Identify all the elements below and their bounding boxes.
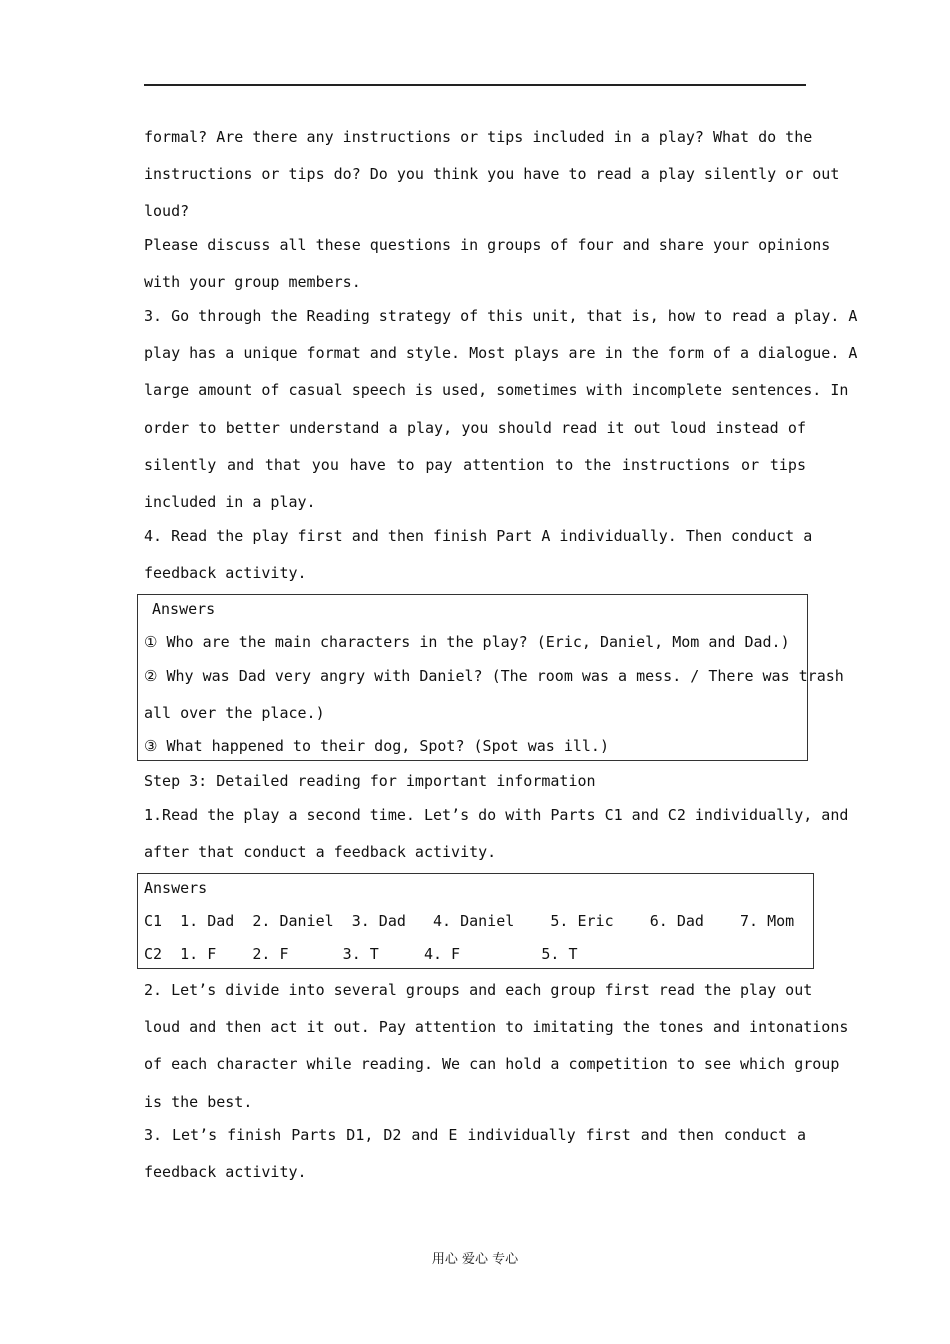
text-line: large amount of casual speech is used, sometimes with incomplete sentences. In — [144, 381, 849, 399]
header-rule — [144, 84, 806, 86]
text-line: included in a play. — [144, 493, 316, 511]
text-line: of each character while reading. We can hold a competition to see which group — [144, 1055, 840, 1073]
answers-title: Answers — [144, 879, 208, 897]
answer-line: all over the place.) — [144, 704, 325, 722]
text-line: after that conduct a feedback activity. — [144, 843, 497, 861]
text-line: instructions or tips do? Do you think you have to read a play silently or out — [144, 165, 840, 183]
text-line: play has a unique format and style. Most plays are in the form of a dialogue. A — [144, 344, 858, 362]
section-heading: Step 3: Detailed reading for important information — [144, 772, 596, 790]
answers-title: Answers — [152, 600, 216, 618]
page-footer: 用心 爱心 专心 — [431, 1252, 519, 1267]
text-line: with your group members. — [144, 273, 361, 291]
text-line: is the best. — [144, 1093, 253, 1111]
text-line: loud and then act it out. Pay attention to imitating the tones and intonations — [144, 1018, 849, 1036]
text-line: 3. Go through the Reading strategy of this unit, that is, how to read a play. A — [144, 307, 858, 325]
text-line: 2. Let’s divide into several groups and each group first read the play out — [144, 981, 813, 999]
text-line: loud? — [144, 202, 190, 220]
text-line: Please discuss all these questions in groups of four and share your opinions — [144, 236, 831, 254]
text-line: formal? Are there any instructions or tips included in a play? What do the — [144, 128, 813, 146]
answer-line: C1 1. Dad 2. Daniel 3. Dad 4. Daniel 5. Eric 6. Dad 7. Mom — [144, 912, 795, 930]
text-line: 1.Read the play a second time. Let’s do with Parts C1 and C2 individually, and — [144, 806, 849, 824]
text-line: order to better understand a play, you should read it out loud instead of — [144, 419, 806, 437]
text-line: 4. Read the play first and then finish Part A individually. Then conduct a — [144, 527, 813, 545]
answer-line: C2 1. F 2. F 3. T 4. F 5. T — [144, 945, 578, 963]
text-line: silently and that you have to pay attention to the instructions or tips — [144, 456, 806, 474]
answer-line: ③ What happened to their dog, Spot? (Spot was ill.) — [144, 737, 609, 755]
text-line: feedback activity. — [144, 1163, 307, 1181]
answer-line: ① Who are the main characters in the play? (Eric, Daniel, Mom and Dad.) — [144, 633, 790, 651]
text-line: 3. Let’s finish Parts D1, D2 and E individually first and then conduct a — [144, 1126, 806, 1144]
text-line: feedback activity. — [144, 564, 307, 582]
answer-line: ② Why was Dad very angry with Daniel? (The room was a mess. / There was trash — [144, 667, 844, 685]
